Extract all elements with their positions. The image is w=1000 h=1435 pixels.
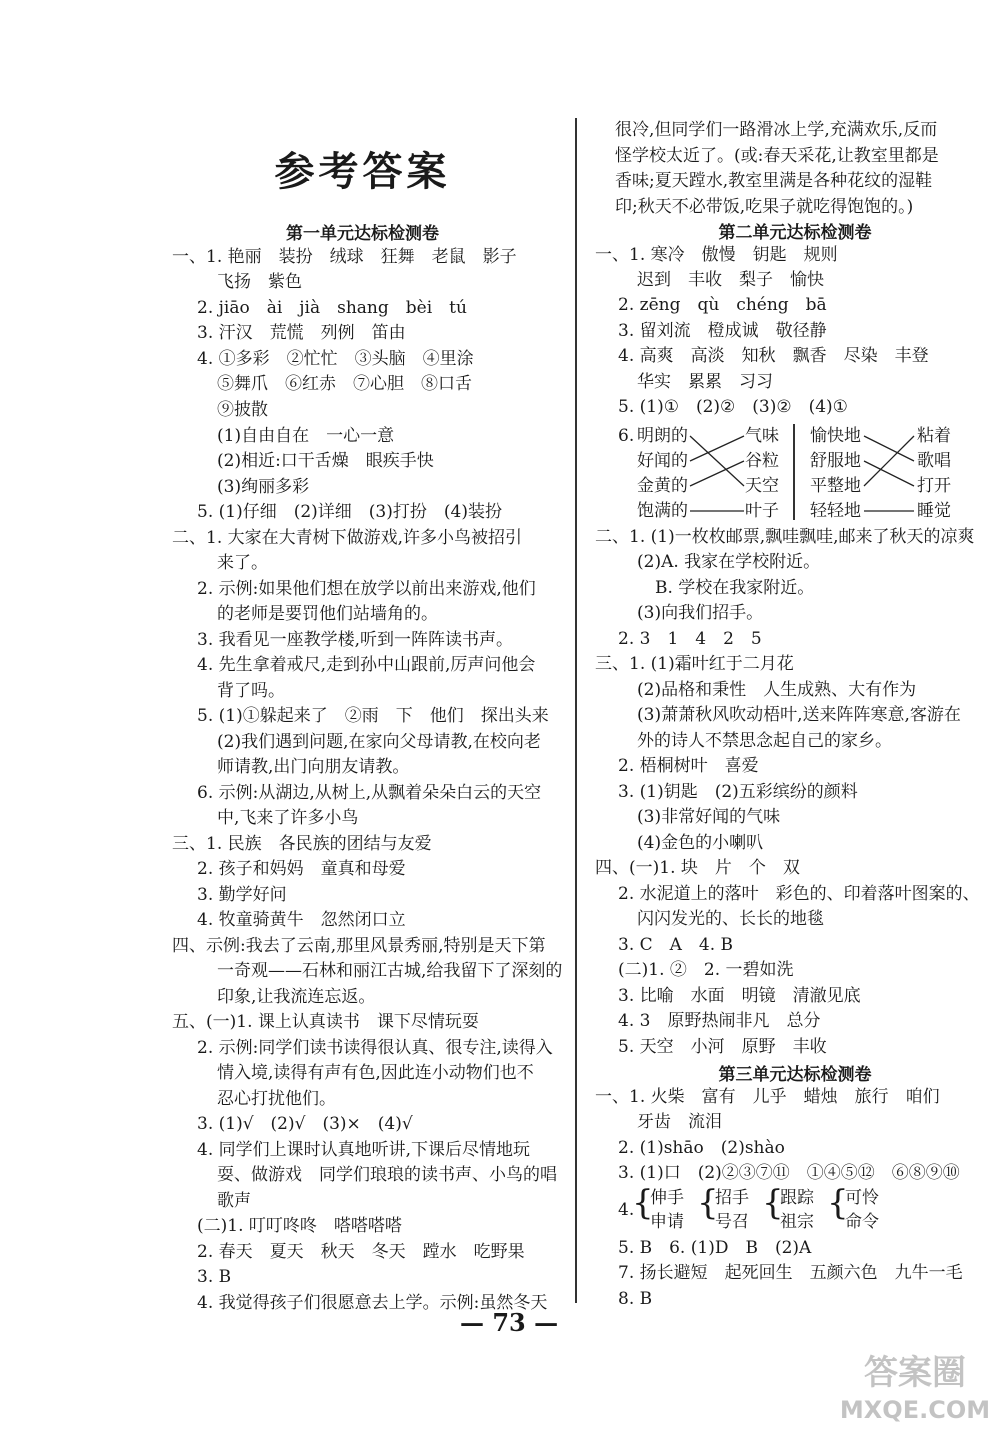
match-lines-b <box>862 424 918 524</box>
match-right-a: 叶子 <box>745 501 779 521</box>
answer-line: 华实 累累 习习 <box>637 372 773 392</box>
answer-line: 4. 我觉得孩子们很愿意去上学。示例:虽然冬天 <box>197 1293 548 1313</box>
match-left-b: 轻轻地 <box>810 501 861 521</box>
answer-line: 4. ①多彩 ②忙忙 ③头脑 ④里涂 <box>197 349 474 369</box>
answer-line: 迟到 丰收 梨子 愉快 <box>637 270 824 290</box>
brace-icon: { <box>632 1183 654 1223</box>
answer-line: 来了。 <box>217 553 268 573</box>
answer-line: (2)相近:口干舌燥 眼疾手快 <box>217 451 434 471</box>
answer-line: 的老师是要罚他们站墙角的。 <box>217 604 438 624</box>
answer-line: 3. (1)口 (2)②③⑦⑪ ①④⑤⑫ ⑥⑧⑨⑩ <box>618 1163 960 1183</box>
brace-word: 招手 <box>715 1188 749 1208</box>
brace-label: 4. <box>618 1200 635 1220</box>
match-right-a: 谷粒 <box>745 451 779 471</box>
answer-line: ⑨披散 <box>217 400 268 420</box>
answer-line: 4. 3 原野热闹非凡 总分 <box>618 1011 821 1031</box>
match-right-b: 歌唱 <box>917 451 951 471</box>
answer-line: 4. 牧童骑黄牛 忽然闭口立 <box>197 910 406 930</box>
unit1-title: 第一单元达标检测卷 <box>286 224 439 244</box>
match-left-a: 明朗的 <box>637 426 688 446</box>
answer-line: 三、1. (1)霜叶红于二月花 <box>595 654 794 674</box>
answer-line: 6. 示例:从湖边,从树上,从飘着朵朵白云的天空 <box>197 783 542 803</box>
brace-word: 跟踪 <box>780 1188 814 1208</box>
answer-line: 3. (1)钥匙 (2)五彩缤纷的颜料 <box>618 782 858 802</box>
brace-icon: { <box>827 1183 849 1223</box>
answer-line: 五、(一)1. 课上认真读书 课下尽情玩耍 <box>172 1012 479 1032</box>
answer-line: 3. 比喻 水面 明镜 清澈见底 <box>618 986 861 1006</box>
answer-line: 3. 留刘流 橙成诚 敬径静 <box>618 321 827 341</box>
column-divider <box>575 118 577 1303</box>
answer-line: 闪闪发光的、长长的地毯 <box>637 909 824 929</box>
brace-word: 伸手 <box>650 1188 684 1208</box>
answer-line: 二、1. 大家在大青树下做游戏,许多小鸟被招引 <box>172 528 523 548</box>
answer-line: 4. 先生拿着戒尺,走到孙中山跟前,厉声问他会 <box>197 655 536 675</box>
brace-icon: { <box>762 1183 784 1223</box>
answer-line: 2. zēng qù chéng bā <box>618 295 827 315</box>
answer-line: 四、(一)1. 块 片 个 双 <box>595 858 800 878</box>
answer-line: 5. B 6. (1)D B (2)A <box>618 1238 812 1258</box>
answer-line: 三、1. 民族 各民族的团结与友爱 <box>172 834 432 854</box>
match-right-a: 气味 <box>745 426 779 446</box>
match-left-a: 好闻的 <box>637 451 688 471</box>
answer-line: 5. (1)① (2)② (3)② (4)① <box>618 397 848 417</box>
page-title: 参考答案 <box>274 148 451 195</box>
watermark-line1: 答案圈 <box>864 1353 966 1393</box>
answer-line: 5. (1)①躲起来了 ②雨 下 他们 探出头来 <box>197 706 549 726</box>
answer-line: 印象,让我流连忘返。 <box>217 987 376 1007</box>
brace-icon: { <box>697 1183 719 1223</box>
answer-line: 7. 扬长避短 起死回生 五颜六色 九牛一毛 <box>618 1263 963 1283</box>
brace-word: 命令 <box>845 1212 879 1232</box>
answer-line: (2)我们遇到问题,在家向父母请教,在校向老 <box>217 732 541 752</box>
answer-line: (3)绚丽多彩 <box>217 477 310 497</box>
answer-line: 飞扬 紫色 <box>217 272 302 292</box>
answer-line: 2. 示例:如果他们想在放学以前出来游戏,他们 <box>197 579 536 599</box>
answer-line: 香味;夏天蹚水,教室里满是各种花纹的湿鞋 <box>615 171 933 191</box>
match-divider <box>793 424 795 520</box>
answer-line: 牙齿 流泪 <box>637 1112 722 1132</box>
watermark-line2: MXQE.COM <box>840 1396 990 1424</box>
match-left-a: 饱满的 <box>637 501 688 521</box>
answer-line: 情入境,读得有声有色,因此连小动物们也不 <box>217 1063 534 1083</box>
answer-line: 外的诗人不禁思念起自己的家乡。 <box>637 731 892 751</box>
answer-line: 5. 天空 小河 原野 丰收 <box>618 1037 827 1057</box>
page-number: — 73 — <box>460 1308 559 1337</box>
answer-line: (3)萧萧秋风吹动梧叶,送来阵阵寒意,客游在 <box>637 705 961 725</box>
answer-line: 2. 春天 夏天 秋天 冬天 蹚水 吃野果 <box>197 1242 525 1262</box>
answer-line: 师请教,出门向朋友请教。 <box>217 757 410 777</box>
answer-line: 2. 3 1 4 2 5 <box>618 629 762 649</box>
brace-word: 号召 <box>715 1212 749 1232</box>
answer-line: (3)非常好闻的气味 <box>637 807 781 827</box>
answer-line: 3. (1)√ (2)√ (3)× (4)√ <box>197 1114 413 1134</box>
answer-line: 5. (1)仔细 (2)详细 (3)打扮 (4)装扮 <box>197 502 502 522</box>
answer-line: 一、1. 寒冷 傲慢 钥匙 规则 <box>595 245 838 265</box>
answer-line: 2. (1)shāo (2)shào <box>618 1138 785 1158</box>
answer-line: 印;秋天不必带饭,吃果子就吃得饱饱的。) <box>615 197 914 217</box>
answer-line: 2. 水泥道上的落叶 彩色的、印着落叶图案的、 <box>618 884 980 904</box>
answer-line: 3. C A 4. B <box>618 935 734 955</box>
match-left-b: 舒服地 <box>810 451 861 471</box>
answer-line: 2. 梧桐树叶 喜爱 <box>618 756 759 776</box>
answer-line: 歌声 <box>217 1191 251 1211</box>
answer-line: 二、1. (1)一枚枚邮票,飘哇飘哇,邮来了秋天的凉爽 <box>595 527 975 547</box>
answer-line: B. 学校在我家附近。 <box>655 578 815 598</box>
answer-line: 3. 我看见一座教学楼,听到一阵阵读书声。 <box>197 630 514 650</box>
answer-line: 怪学校太近了。(或:春天采花,让教室里都是 <box>615 146 939 166</box>
answer-line: 一、1. 火柴 富有 儿乎 蜡烛 旅行 咱们 <box>595 1087 940 1107</box>
answer-line: 2. 示例:同学们读书读得很认真、很专注,读得入 <box>197 1038 553 1058</box>
answer-line: 背了吗。 <box>217 681 285 701</box>
watermark-logo <box>840 1348 990 1428</box>
answer-line: 2. jiāo ài jià shang bèi tú <box>197 298 467 318</box>
answer-line: 一、1. 艳丽 装扮 绒球 狂舞 老鼠 影子 <box>172 247 517 267</box>
answer-line: 4. 同学们上课时认真地听讲,下课后尽情地玩 <box>197 1140 531 1160</box>
answer-line: 3. 勤学好问 <box>197 885 287 905</box>
answer-line: 2. 孩子和妈妈 童真和母爱 <box>197 859 406 879</box>
answer-line: (二)1. 叮叮咚咚 嗒嗒嗒嗒 <box>197 1216 402 1236</box>
answer-line: 一奇观——石林和丽江古城,给我留下了深刻的 <box>217 961 563 981</box>
answer-line: 四、示例:我去了云南,那里风景秀丽,特别是天下第 <box>172 936 546 956</box>
answer-line: ⑤舞爪 ⑥红赤 ⑦心胆 ⑧口舌 <box>217 374 472 394</box>
match-left-b: 愉快地 <box>810 426 861 446</box>
match-right-b: 睡觉 <box>917 501 951 521</box>
match-left-b: 平整地 <box>810 476 861 496</box>
answer-line: 中,飞来了许多小鸟 <box>217 808 359 828</box>
answer-line: (1)自由自在 一心一意 <box>217 426 395 446</box>
unit3-title: 第三单元达标检测卷 <box>718 1065 872 1085</box>
unit2-title: 第二单元达标检测卷 <box>718 223 872 243</box>
brace-word: 申请 <box>650 1212 684 1232</box>
brace-word: 可怜 <box>845 1188 879 1208</box>
match-lines-a <box>688 424 748 524</box>
answer-line: (3)向我们招手。 <box>637 603 764 623</box>
match-right-b: 打开 <box>917 476 951 496</box>
answer-line: 忍心打扰他们。 <box>217 1089 336 1109</box>
answer-line: 3. 汗汉 荒慌 列例 笛由 <box>197 323 406 343</box>
match-left-a: 金黄的 <box>637 476 688 496</box>
answer-line: 很冷,但同学们一路滑冰上学,充满欢乐,反而 <box>615 120 938 140</box>
answer-line: 耍、做游戏 同学们琅琅的读书声、小鸟的唱 <box>217 1165 557 1185</box>
match-right-a: 天空 <box>745 476 779 496</box>
answer-line: 3. B <box>197 1267 232 1287</box>
answer-line: (2)品格和秉性 人生成熟、大有作为 <box>637 680 917 700</box>
answer-line: (二)1. ② 2. 一碧如洗 <box>618 960 794 980</box>
match-right-b: 粘着 <box>917 426 951 446</box>
answer-line: (2)A. 我家在学校附近。 <box>637 552 821 572</box>
answer-line: 4. 高爽 高淡 知秋 飘香 尽染 丰登 <box>618 346 929 366</box>
match-label: 6. <box>618 426 635 446</box>
brace-word: 祖宗 <box>780 1212 814 1232</box>
answer-line: (4)金色的小喇叭 <box>637 833 764 853</box>
answer-line: 8. B <box>618 1289 653 1309</box>
